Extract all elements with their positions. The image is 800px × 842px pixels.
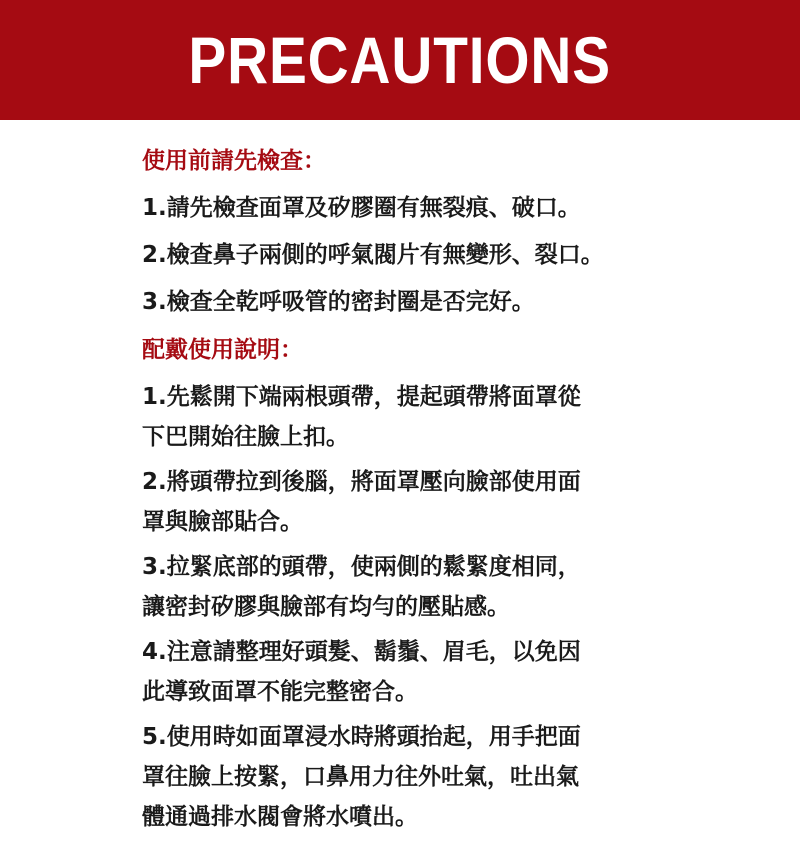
- list-item: 1.請先檢查面罩及矽膠圈有無裂痕、破口。: [142, 195, 581, 221]
- header-banner: [0, 0, 800, 120]
- content-area: [142, 147, 782, 842]
- list-item: 1.先鬆開下端兩根頭帶，提起頭帶將面罩從 下巴開始往臉上扣。: [142, 384, 581, 450]
- section-title-pre-check: 使用前請先檢查：: [142, 148, 326, 174]
- list-item: 5.使用時如面罩浸水時將頭抬起，用手把面 罩往臉上按緊，口鼻用力往外吐氣，吐出氣 體通過排水閥會將水噴出。: [142, 724, 581, 830]
- list-item: 4.注意請整理好頭髮、鬍鬚、眉毛，以免因 此導致面罩不能完整密合。: [142, 639, 581, 705]
- section-usage: [142, 336, 782, 837]
- list-item: 3.檢查全乾呼吸管的密封圈是否完好。: [142, 289, 535, 315]
- list-item: 2.將頭帶拉到後腦，將面罩壓向臉部使用面 罩與臉部貼合。: [142, 469, 581, 535]
- page-title: PRECAUTIONS: [188, 23, 612, 97]
- section-pre-check: [142, 147, 782, 322]
- list-item: 2.檢查鼻子兩側的呼氣閥片有無變形、裂口。: [142, 242, 604, 268]
- list-item: 3.拉緊底部的頭帶，使兩側的鬆緊度相同， 讓密封矽膠與臉部有均勻的壓貼感。: [142, 554, 581, 620]
- section-title-usage: 配戴使用說明：: [142, 337, 303, 363]
